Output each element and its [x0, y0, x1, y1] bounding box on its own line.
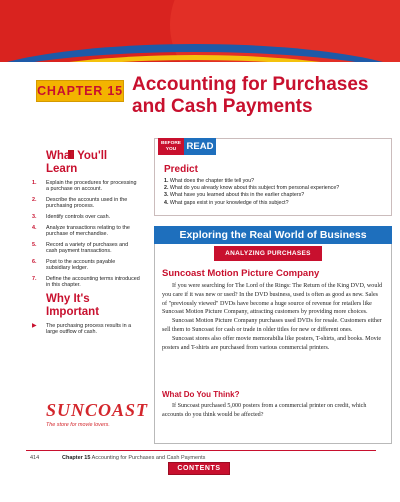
question-number: 4. [164, 199, 169, 206]
suncoast-logo [46, 400, 149, 428]
think-question: If Suncoast purchased 5,000 posters from a commercial printer on credit, which accounts do you think would be affected? [162, 403, 367, 418]
learn-item [32, 225, 140, 237]
chapter-tag: CHAPTER 15 [36, 80, 124, 102]
important-body [32, 323, 140, 335]
learn-item-text: Explain the procedures for processing a purchase on account. [46, 180, 137, 193]
before-you-read-tab [158, 138, 216, 155]
predict-question [164, 178, 386, 185]
learn-item-number: 3. [32, 214, 37, 220]
learn-item [32, 180, 140, 192]
analyzing-purchases-label: ANALYZING PURCHASES [214, 246, 322, 261]
predict-heading: Predict [164, 164, 198, 175]
learn-item-number: 2. [32, 197, 37, 203]
learn-item-text: Record a variety of purchases and cash payment transactions. [46, 241, 129, 254]
chapter-title: Accounting for Purchases and Cash Payments [132, 74, 369, 117]
left-column [32, 150, 140, 335]
footer-divider [26, 450, 376, 451]
logo-tagline: The store for movie lovers. [46, 422, 110, 428]
question-text: What does the chapter title tell you? [169, 178, 255, 184]
learn-item-text: Post to the accounts payable subsidiary ledger. [46, 258, 116, 271]
read-label: READ [184, 138, 216, 155]
important-section [32, 293, 140, 335]
learn-item-number: 4. [32, 224, 37, 231]
learn-list [32, 180, 140, 288]
triangle-bullet-icon: ▶ [32, 322, 37, 329]
question-number: 1. [164, 178, 169, 184]
question-number: 2. [164, 185, 169, 192]
learn-item-number: 6. [32, 258, 37, 265]
learn-item [32, 214, 140, 220]
body-paragraph: If you were searching for The Lord of the Rings: The Return of the King DVD, would you care if it was new or used? In the DVD business, used is often as good as new. Sales of "previously viewed" DVDs have become a huge source of revenue for retailers like Suncoast Motion Picture Company, attracting customers by providing more choices. [162, 283, 383, 316]
predict-question [164, 200, 386, 207]
learn-item-text: Define the accounting terms introduced in this chapter. [46, 275, 140, 288]
think-heading: What Do You Think? [162, 390, 240, 399]
real-world-body [162, 282, 384, 352]
footer-chapter-title: Accounting for Purchases and Cash Payments [91, 455, 206, 461]
footer-chapter-line [62, 455, 205, 461]
learn-item [32, 276, 140, 288]
predict-questions [164, 178, 386, 207]
before-you-label: BEFORE YOU [158, 138, 184, 155]
learn-heading: What You'll Learn [46, 150, 108, 175]
question-text: What gaps exist in your knowledge of this subject? [169, 199, 289, 206]
body-paragraph: Suncoast stores also offer movie memorabilia like posters, T-shirts, and books. Movie posters and T-shirts are purchased from various commercial printers. [162, 335, 382, 351]
question-text: What have you learned about this in the earlier chapters? [169, 192, 305, 199]
important-text: The purchasing process results in a large outflow of cash. [46, 322, 132, 335]
top-banner [0, 0, 400, 62]
question-text: What do you already know about this subject from personal experience? [169, 185, 340, 192]
logo-wordmark: SUNCOAST [46, 400, 149, 420]
learn-item-text: Describe the accounts used in the purchasing process. [46, 197, 128, 210]
predict-question [164, 192, 386, 199]
company-name: Suncoast Motion Picture Company [162, 268, 320, 279]
learn-item-number: 1. [32, 180, 37, 186]
contents-button[interactable]: CONTENTS [168, 462, 230, 475]
learn-item-number: 5. [32, 241, 37, 248]
predict-question [164, 185, 386, 192]
learn-item [32, 242, 140, 254]
learn-item-number: 7. [32, 275, 37, 282]
learn-item [32, 197, 140, 209]
body-paragraph: Suncoast Motion Picture Company purchases used DVDs for resale. Customers either sell them to Suncoast for cash or trade in older titles for new or different ones. [162, 318, 382, 333]
learn-item-text: Analyze transactions relating to the purchase of merchandise. [46, 224, 130, 237]
learn-item [32, 259, 140, 271]
question-number: 3. [164, 192, 169, 199]
footer-chapter-label: Chapter 15 [62, 455, 91, 461]
learn-item-text: Identify controls over cash. [46, 214, 111, 220]
important-heading: Why It's Important [46, 292, 100, 318]
page-number: 414 [30, 455, 40, 461]
real-world-heading: Exploring the Real World of Business [154, 226, 392, 244]
